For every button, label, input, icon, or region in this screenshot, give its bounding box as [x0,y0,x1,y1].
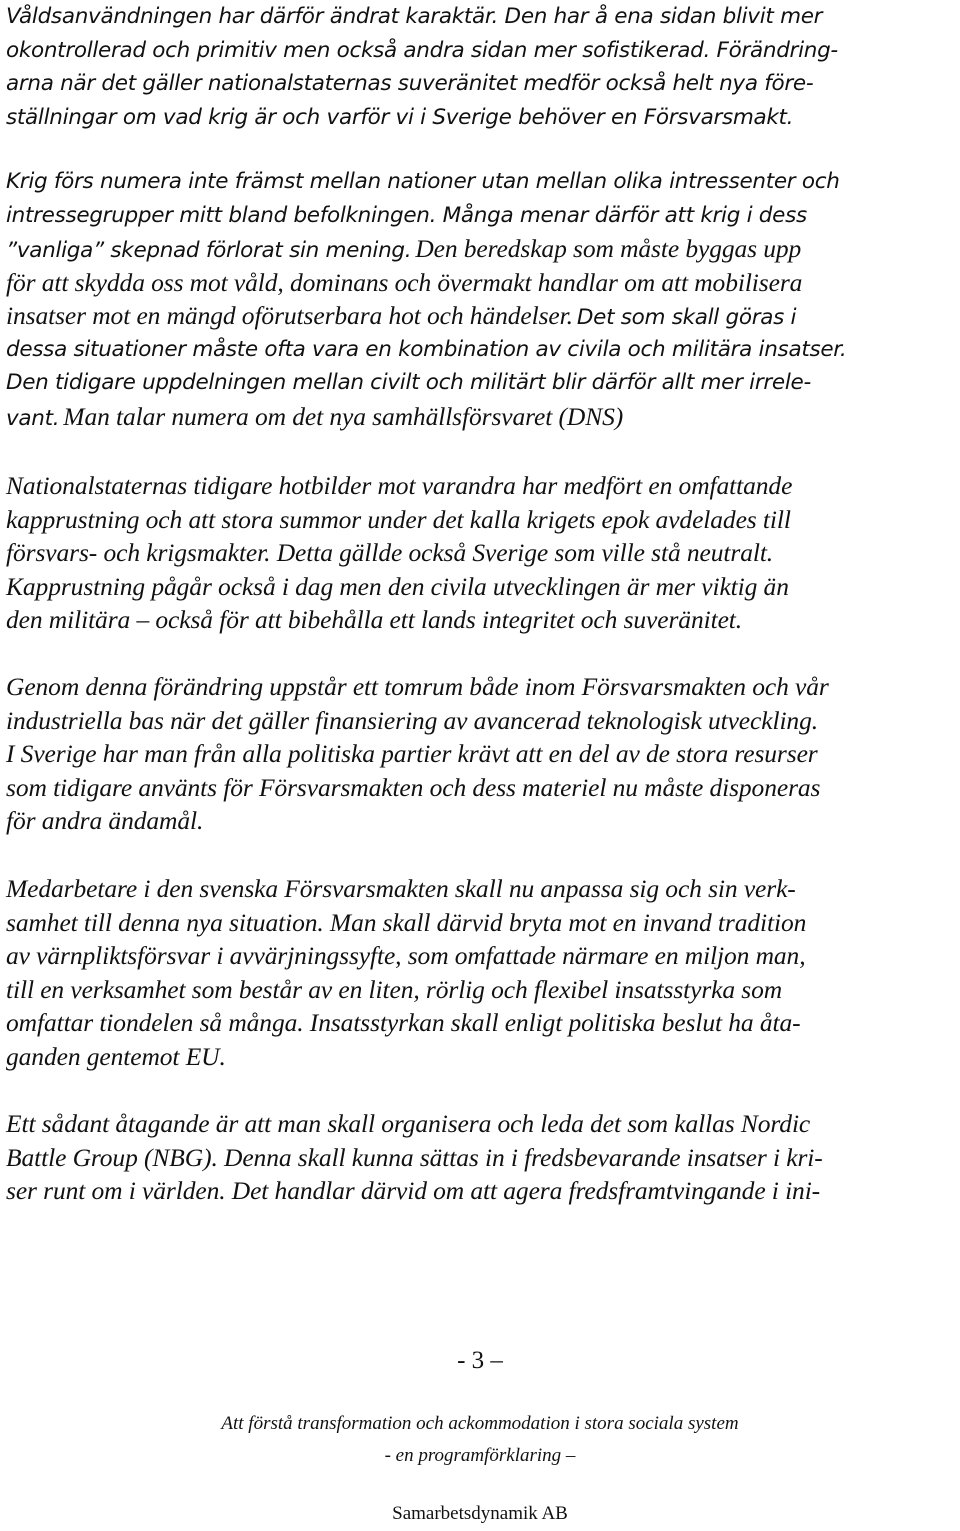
text-line: ”vanliga” skepnad förlorat sin mening. [6,238,412,263]
text-line: okontrollerad och primitiv men också andra sidan mer sofistikerad. Förändring- [6,37,838,63]
text-line: insatser mot en mängd oförutserbara hot och händelser. [6,301,573,330]
paragraph-3 [6,469,954,637]
text-line: som tidigare använts för Försvarsmakten och dess materiel nu måste disponeras [6,772,821,802]
text-line: Krig förs numera inte främst mellan nationer utan mellan olika intressenter och [6,169,840,194]
text-line: Medarbetare i den svenska Försvarsmakten skall nu anpassa sig och sin verk- [6,874,796,903]
text-line: Nationalstaternas tidigare hotbilder mot varandra har medfört en omfattande [6,471,793,500]
footer-subtitle: - en programförklaring – [384,1445,576,1466]
text-line: Ett sådant åtagande är att man skall organisera och leda det som kallas Nordic [6,1109,811,1138]
text-line: dessa situationer måste ofta vara en kombination av civila och militära insatser. [6,336,847,362]
text-line: Battle Group (NBG). Denna skall kunna sättas in i fredsbevarande insatser i kri- [6,1142,823,1172]
text-line: vant. [6,405,60,431]
text-line: Genom denna förändring uppstår ett tomrum både inom Försvarsmakten och vår [6,672,829,701]
footer-title: Att förstå transformation och ackommodation i stora sociala system [221,1413,739,1434]
text-line: ställningar om vad krig är och varför vi i Sverige behöver en Försvarsmakt. [6,104,794,130]
text-line: omfattar tiondelen så många. Insatsstyrkan skall enligt politiska beslut ha åta- [6,1008,801,1037]
text-line: samhet till denna nya situation. Man skall därvid bryta mot en invand tradition [6,907,807,937]
text-line: intressegrupper mitt bland befolkningen. Många menar därför att krig i dess [6,202,807,228]
text-line: försvars- och krigsmakter. Detta gällde också Sverige som ville stå neutralt. [6,538,774,567]
text-line: den militära – också för att bibehålla ett lands integritet och suveränitet. [6,605,743,634]
paragraph-6 [6,1107,954,1208]
text-line: till en verksamhet som består av en liten, rörlig och flexibel insatsstyrka som [6,974,783,1004]
text-line: Det som skall göras i [576,305,797,330]
text-line: I Sverige har man från alla politiska partier krävt att en del av de stora resurser [6,739,818,768]
text-line: ser runt om i världen. Det handlar därvid om att agera fredsframtvingande i ini- [6,1176,821,1205]
text-line: Våldsanvändningen har därför ändrat karaktär. Den har å ena sidan blivit mer [6,4,823,29]
text-line: Kapprustning pågår också i dag men den civila utvecklingen är mer viktig än [6,571,789,601]
text-line: Den beredskap som måste byggas upp [415,234,802,263]
paragraph-1 [6,0,954,134]
text-line: Man talar numera om det nya samhällsförsvaret (DNS) [63,401,624,431]
text-line: Den tidigare uppdelningen mellan civilt och militärt blir därför allt mer irrele- [6,370,811,395]
paragraph-5 [6,872,954,1073]
text-line: industriella bas när det gäller finansiering av avancerad teknologisk utveckling. [6,705,819,735]
text-line: kapprustning och att stora summor under det kalla krigets epok avdelades till [6,504,791,534]
footer-company: Samarbetsdynamik AB [392,1503,568,1524]
page-number: - 3 – [457,1347,503,1374]
paragraph-2 [6,165,954,433]
text-line: ganden gentemot EU. [6,1041,226,1071]
text-line: arna när det gäller nationalstaternas suveränitet medför också helt nya före- [6,71,814,96]
text-line: för andra ändamål. [6,806,204,835]
text-line: av värnpliktsförsvar i avvärjningssyfte, som omfattade närmare en miljon man, [6,941,806,970]
text-line: för att skydda oss mot våld, dominans och övermakt handlar om att mobilisera [6,267,803,297]
paragraph-4 [6,670,954,838]
